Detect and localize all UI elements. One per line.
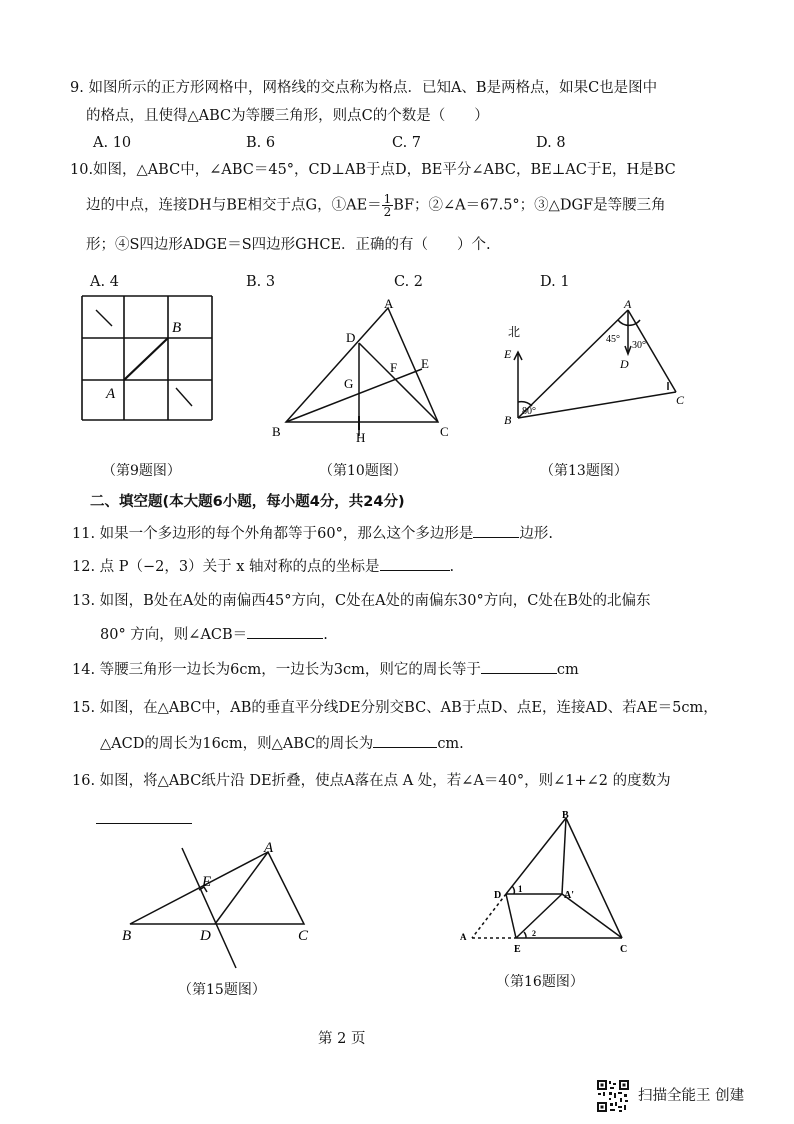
section-2-title: 二、填空题(本大题6小题，每小题4分，共24分)	[90, 494, 405, 510]
q12-text: 12. 点 P（−2，3）关于 x 轴对称的点的坐标是	[72, 559, 380, 575]
fig10-caption: （第10题图）	[319, 463, 407, 479]
fig10-label-g: G	[344, 376, 354, 391]
figure-9	[76, 292, 216, 422]
fig10-label-f: F	[390, 360, 398, 375]
q16-answer-blank[interactable]	[96, 823, 192, 824]
fig9-label-a: A	[106, 386, 116, 402]
qr-code-icon	[596, 1079, 630, 1113]
fig13-label-north: 北	[508, 325, 521, 339]
q10-option-d: D. 1	[540, 274, 570, 290]
q13-line2-end: .	[323, 627, 328, 643]
fig15-label-b: B	[122, 928, 132, 944]
scanner-watermark: 扫描全能王 创建	[638, 1088, 745, 1104]
q10-line2-start: 边的中点，连接DH与BE相交于点G，①AE＝	[86, 197, 382, 214]
fig10-label-a: A	[384, 296, 394, 311]
q9-line2: 的格点，且使得△ABC为等腰三角形，则点C的个数是（ ）	[86, 108, 489, 124]
q15-answer-blank[interactable]	[373, 733, 437, 748]
figure-15	[118, 840, 338, 970]
fig13-caption: （第13题图）	[540, 463, 628, 479]
q15-line2-text: △ACD的周长为16cm，则△ABC的周长为	[100, 736, 374, 752]
fig10-label-c: C	[440, 424, 449, 439]
q10-option-b: B. 3	[246, 274, 276, 290]
page-number: 第 2 页	[318, 1031, 366, 1047]
q14-text: 14. 等腰三角形一边长为6cm，一边长为3cm，则它的周长等于	[72, 662, 481, 678]
q11-answer-blank[interactable]	[473, 523, 519, 538]
figure-10	[264, 296, 464, 446]
q10-option-a: A. 4	[90, 274, 119, 290]
q14	[72, 659, 579, 680]
fig15-label-c: C	[298, 928, 309, 944]
fig16-caption: （第16题图）	[496, 974, 584, 990]
fig16-label-a-prime: A'	[564, 890, 574, 901]
q10-line3: 形；④S四边形ADGE＝S四边形GHCE．正确的有（ ）个.	[86, 237, 491, 253]
fig13-label-b: B	[504, 413, 512, 427]
figure-16	[456, 812, 636, 962]
q10-fraction-denominator: 2	[383, 205, 392, 219]
q15-line2	[100, 733, 464, 754]
q9-option-b: B. 6	[246, 135, 276, 151]
fig15-caption: （第15题图）	[178, 982, 266, 998]
fig13-label-c: C	[676, 393, 685, 407]
q12-text-end: .	[449, 559, 455, 575]
fig16-label-e: E	[514, 944, 521, 955]
fig10-label-e: E	[421, 356, 429, 371]
fig15-label-d: D	[200, 928, 211, 944]
figure-13	[500, 296, 700, 436]
q11	[72, 523, 553, 544]
fig15-label-a: A	[264, 840, 274, 856]
fig10-label-d: D	[346, 330, 356, 345]
fig13-label-a: A	[624, 297, 632, 311]
fig13-angle-30: 30°	[632, 340, 646, 351]
fig13-angle-45: 45°	[606, 334, 620, 345]
q9-option-a: A. 10	[93, 135, 132, 151]
q15-line2-end: cm.	[437, 736, 464, 752]
fig9-caption: （第9题图）	[102, 463, 181, 479]
fig13-label-e: E	[504, 347, 512, 361]
q10-fraction	[382, 193, 394, 218]
fig16-label-2: 2	[532, 929, 536, 938]
fig15-label-e: E	[202, 874, 212, 890]
q13-line2	[100, 624, 328, 645]
fig10-label-h: H	[356, 430, 366, 445]
q11-text: 11. 如果一个多边形的每个外角都等于60°，那么这个多边形是	[72, 526, 474, 542]
q9-option-c: C. 7	[392, 135, 422, 151]
fig16-label-c: C	[620, 944, 628, 955]
q16-line1: 16. 如图，将△ABC纸片沿 DE折叠，使点A落在点 A 处，若∠A＝40°，则∠1+∠2 的度数为	[72, 773, 671, 789]
fig13-label-d: D	[620, 357, 629, 371]
fig16-label-1: 1	[518, 884, 523, 894]
q14-answer-blank[interactable]	[481, 659, 557, 674]
q10-option-c: C. 2	[394, 274, 424, 290]
fig16-label-b: B	[562, 810, 569, 821]
q13-line2-text: 80° 方向，则∠ACB＝	[100, 627, 248, 643]
q10-fraction-numerator: 1	[383, 192, 392, 206]
q10-line1: 10.如图，△ABC中，∠ABC＝45°，CD⊥AB于点D，BE平分∠ABC，BE⊥AC于E，H是BC	[70, 162, 676, 178]
q14-text-end: cm	[556, 662, 579, 678]
q13-answer-blank[interactable]	[247, 624, 323, 639]
q10-line2-end: BF；②∠A＝67.5°；③△DGF是等腰三角	[393, 197, 666, 214]
fig13-angle-80: 80°	[522, 406, 536, 417]
fig9-label-b: B	[172, 320, 182, 336]
q12-answer-blank[interactable]	[380, 556, 450, 571]
q10-line2	[86, 193, 666, 218]
q12	[72, 556, 454, 577]
q9-line1: 9. 如图所示的正方形网格中，网格线的交点称为格点．已知A、B是两格点，如果C也是图中	[70, 80, 658, 96]
q11-text-end: 边形.	[519, 526, 553, 542]
q9-option-d: D. 8	[536, 135, 566, 151]
fig10-label-b: B	[272, 424, 281, 439]
fig16-label-a: A	[460, 932, 467, 942]
q13-line1: 13. 如图，B处在A处的南偏西45°方向，C处在A处的南偏东30°方向，C处在B处的北偏东	[72, 593, 651, 609]
fig16-label-d: D	[494, 890, 502, 901]
q15-line1: 15. 如图，在△ABC中，AB的垂直平分线DE分别交BC、AB于点D、点E，连接AD、若AE＝5cm，	[72, 700, 718, 716]
